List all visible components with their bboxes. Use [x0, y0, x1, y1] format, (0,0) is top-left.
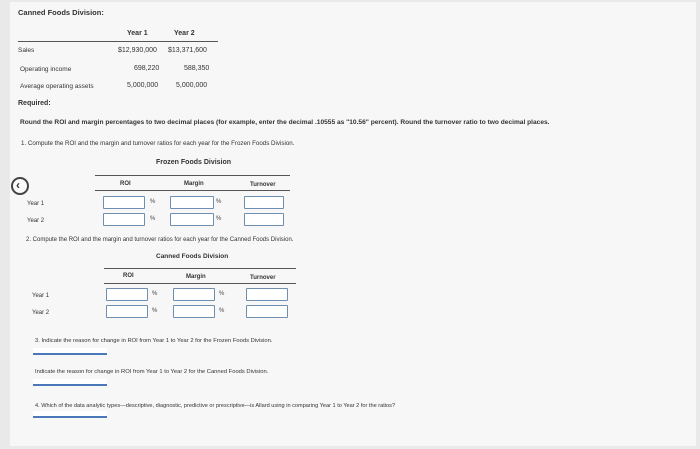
question-3a: 3. Indicate the reason for change in ROI from Year 1 to Year 2 for the Frozen Foods Division.	[35, 338, 273, 344]
frozen-roi-year2-pct: %	[150, 216, 156, 222]
frozen-roi-year1-input[interactable]	[103, 196, 145, 209]
canned-roi-year2-input[interactable]	[106, 305, 148, 318]
frozen-header-bottom-line	[95, 190, 290, 191]
canned-header-top-line	[104, 268, 296, 269]
canned-turnover-year2-input[interactable]	[246, 305, 288, 318]
operating-income-year2: 588,350	[184, 65, 210, 72]
frozen-margin-year2-pct: %	[216, 216, 222, 222]
frozen-margin-year1-input[interactable]	[170, 196, 214, 209]
canned-roi-reason-select[interactable]	[33, 379, 107, 386]
frozen-year2-label: Year 2	[27, 218, 45, 224]
canned-header-bottom-line	[104, 283, 296, 284]
frozen-table-title: Frozen Foods Division	[156, 159, 232, 166]
canned-year1-label: Year 1	[32, 293, 50, 299]
frozen-header-top-line	[95, 175, 290, 176]
frozen-margin-year1-pct: %	[216, 199, 222, 205]
required-label: Required:	[18, 100, 51, 107]
sales-label: Sales	[18, 47, 35, 54]
canned-turnover-year1-input[interactable]	[246, 288, 288, 301]
canned-margin-year1-pct: %	[219, 291, 225, 297]
analytic-type-select[interactable]	[33, 411, 107, 418]
canned-roi-year2-pct: %	[152, 308, 158, 314]
canned-margin-year1-input[interactable]	[173, 288, 215, 301]
canned-roi-header: ROI	[123, 273, 134, 279]
canned-turnover-header: Turnover	[250, 275, 276, 281]
avg-assets-label: Average operating assets	[20, 83, 94, 90]
col-year2-header: Year 2	[174, 30, 195, 37]
question-2: 2. Compute the ROI and the margin and turnover ratios for each year for the Canned Foods Division.	[26, 237, 294, 243]
avg-assets-year1: 5,000,000	[127, 82, 159, 89]
canned-margin-header: Margin	[186, 274, 206, 280]
canned-margin-year2-input[interactable]	[173, 305, 215, 318]
canned-roi-year1-input[interactable]	[106, 288, 148, 301]
frozen-margin-year2-input[interactable]	[170, 213, 214, 226]
frozen-roi-year2-input[interactable]	[103, 213, 145, 226]
worksheet-page	[10, 2, 696, 446]
chevron-left-icon: ‹	[16, 178, 20, 192]
frozen-roi-header: ROI	[120, 181, 131, 187]
question-3b: Indicate the reason for change in ROI from Year 1 to Year 2 for the Canned Foods Division.	[35, 369, 269, 375]
back-button[interactable]	[11, 177, 29, 195]
frozen-turnover-header: Turnover	[250, 182, 276, 188]
canned-margin-year2-pct: %	[219, 308, 225, 314]
question-1: 1. Compute the ROI and the margin and turnover ratios for each year for the Frozen Foods Division.	[21, 140, 295, 147]
frozen-roi-reason-select[interactable]	[33, 348, 107, 355]
instructions: Round the ROI and margin percentages to two decimal places (for example, enter the decimal .10555 as "10.56" percent). Round the turnover ratio to two decimal places.	[20, 119, 550, 126]
frozen-roi-year1-pct: %	[150, 199, 156, 205]
canned-roi-year1-pct: %	[152, 291, 158, 297]
operating-income-label: Operating income	[20, 66, 72, 73]
table-divider	[18, 41, 218, 42]
operating-income-year1: 698,220	[134, 65, 160, 72]
frozen-turnover-year2-input[interactable]	[244, 213, 284, 226]
sales-year2: $13,371,600	[168, 47, 207, 54]
question-4: 4. Which of the data analytic types—descriptive, diagnostic, predictive or prescriptive—is Allard using in comparing Year 1 to Year 2 for the ratios?	[35, 403, 396, 409]
avg-assets-year2: 5,000,000	[176, 82, 208, 89]
canned-table-title: Canned Foods Division	[156, 253, 229, 260]
frozen-margin-header: Margin	[184, 181, 204, 187]
sales-year1: $12,930,000	[118, 47, 157, 54]
canned-year2-label: Year 2	[32, 310, 50, 316]
frozen-year1-label: Year 1	[27, 201, 45, 207]
page-title: Canned Foods Division:	[18, 8, 104, 17]
col-year1-header: Year 1	[127, 30, 148, 37]
frozen-turnover-year1-input[interactable]	[244, 196, 284, 209]
